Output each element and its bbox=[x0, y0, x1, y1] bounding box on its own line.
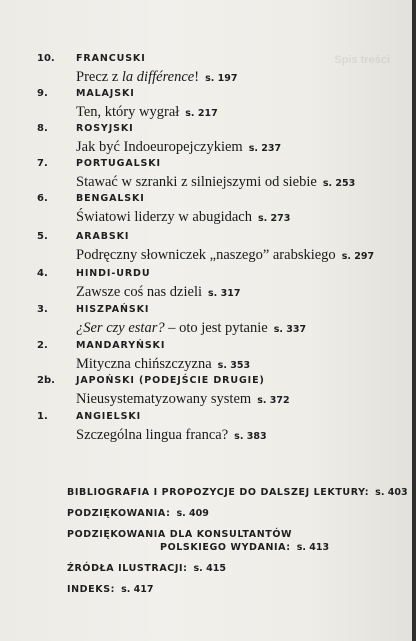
back-matter-line-text: ŹRÓDŁA ILUSTRACJI: bbox=[67, 563, 188, 574]
chapter-title bbox=[76, 284, 240, 301]
back-matter-line bbox=[67, 563, 226, 574]
page-reference: s. 237 bbox=[248, 143, 282, 154]
chapter-language: JAPOŃSKI (PODEJŚCIE DRUGIE) bbox=[76, 375, 265, 386]
back-matter-line bbox=[67, 584, 153, 595]
page-reference: s. 372 bbox=[257, 395, 290, 406]
chapter-title bbox=[76, 209, 290, 226]
chapter-title bbox=[76, 320, 306, 337]
page-reference: s. 217 bbox=[185, 108, 218, 119]
title-italic-text: ¿Ser czy estar? bbox=[76, 320, 165, 336]
page-reference: s. 317 bbox=[208, 288, 241, 299]
chapter-language: ARABSKI bbox=[76, 231, 130, 242]
page-reference: s. 409 bbox=[176, 508, 209, 519]
page-reference: s. 337 bbox=[273, 324, 307, 335]
page-reference: s. 197 bbox=[205, 73, 238, 84]
page-reference: s. 297 bbox=[341, 251, 375, 262]
title-text: Precz z bbox=[76, 69, 122, 85]
page-reference: s. 413 bbox=[296, 542, 330, 553]
page-edge-shadow bbox=[412, 0, 416, 641]
chapter-number: 6. bbox=[37, 193, 48, 204]
title-text: Podręczny słowniczek „naszego” arabskiego bbox=[76, 247, 336, 263]
title-text: Szczególna lingua franca? bbox=[76, 427, 229, 443]
chapter-title bbox=[76, 174, 355, 191]
page-reference: s. 415 bbox=[193, 563, 226, 574]
chapter-language: ROSYJSKI bbox=[76, 123, 134, 134]
chapter-language: BENGALSKI bbox=[76, 193, 145, 204]
chapter-language: FRANCUSKI bbox=[76, 53, 146, 64]
chapter-language: MANDARYŃSKI bbox=[76, 340, 166, 351]
chapter-number: 5. bbox=[37, 231, 48, 242]
chapter-language: HISZPAŃSKI bbox=[76, 304, 150, 315]
chapter-language: MALAJSKI bbox=[76, 88, 135, 99]
title-text: Stawać w szranki z silniejszymi od siebie bbox=[76, 174, 317, 190]
back-matter-line-text: PODZIĘKOWANIA: bbox=[67, 508, 171, 519]
chapter-title bbox=[76, 69, 237, 86]
back-matter-line: PODZIĘKOWANIA DLA KONSULTANTÓW bbox=[67, 529, 293, 540]
chapter-number: 4. bbox=[37, 268, 48, 279]
chapter-language: HINDI-URDU bbox=[76, 268, 151, 279]
back-matter-line-text: BIBLIOGRAFIA I PROPOZYCJE DO DALSZEJ LEKTURY: bbox=[67, 487, 370, 498]
title-text: ! bbox=[194, 69, 200, 85]
chapter-title bbox=[76, 391, 290, 408]
page-reference: s. 417 bbox=[121, 584, 154, 595]
chapter-language: PORTUGALSKI bbox=[76, 158, 161, 169]
chapter-title bbox=[76, 427, 267, 444]
back-matter-line bbox=[67, 508, 209, 519]
title-text: Światowi liderzy w abugidach bbox=[76, 209, 252, 225]
chapter-number: 1. bbox=[37, 411, 48, 422]
title-text: Zawsze coś nas dzieli bbox=[76, 284, 203, 300]
back-matter-line bbox=[67, 487, 408, 498]
chapter-title bbox=[76, 104, 218, 121]
page-reference: s. 353 bbox=[217, 360, 251, 371]
back-matter-line-text: INDEKS: bbox=[67, 584, 116, 595]
back-matter-line-text: POLSKIEGO WYDANIA: bbox=[160, 542, 291, 553]
title-text: Mityczna chińszczyzna bbox=[76, 356, 212, 372]
title-text: Ten, który wygrał bbox=[76, 104, 180, 120]
chapter-title bbox=[76, 356, 250, 373]
chapter-number: 10. bbox=[37, 53, 55, 64]
chapter-title bbox=[76, 247, 374, 264]
chapter-title bbox=[76, 139, 281, 156]
title-italic-text: la différence bbox=[121, 69, 195, 85]
back-matter-line bbox=[160, 542, 329, 553]
page-reference: s. 273 bbox=[257, 213, 291, 224]
chapter-number: 3. bbox=[37, 304, 48, 315]
title-text: Jak być Indoeuropejczykiem bbox=[76, 139, 243, 155]
chapter-number: 8. bbox=[37, 123, 48, 134]
bleed-through-header: Spis treści bbox=[334, 54, 390, 66]
chapter-number: 2. bbox=[37, 340, 48, 351]
page-reference: s. 403 bbox=[375, 487, 408, 498]
title-text: Nieusystematyzowany system bbox=[76, 391, 252, 407]
chapter-language: ANGIELSKI bbox=[76, 411, 142, 422]
title-text: – oto jest pytanie bbox=[164, 320, 268, 336]
chapter-number: 9. bbox=[37, 88, 48, 99]
page-reference: s. 383 bbox=[234, 431, 267, 442]
chapter-number: 7. bbox=[37, 158, 48, 169]
chapter-number: 2b. bbox=[37, 375, 55, 386]
page-reference: s. 253 bbox=[322, 178, 356, 189]
